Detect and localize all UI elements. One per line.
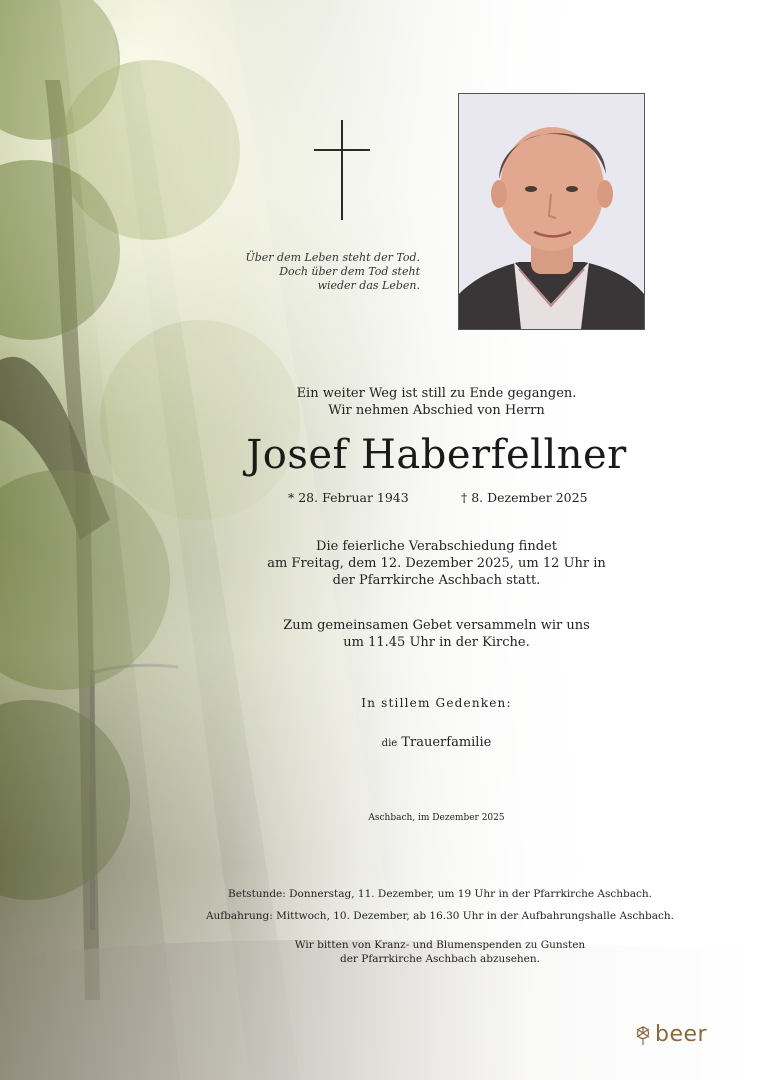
family-name: Trauerfamilie [401,735,492,750]
prayer-text [180,617,693,651]
aufbahrung-note: Aufbahrung: Mittwoch, 10. Dezember, ab 16.30 Uhr in der Aufbahrungshalle Aschbach. [205,910,675,922]
cross-icon [314,120,370,220]
ceremony-line-3: der Pfarrkirche Aschbach statt. [332,573,541,588]
death-date: † 8. Dezember 2025 [461,490,588,505]
betstunde-note: Betstunde: Donnerstag, 11. Dezember, um 19 Uhr in der Pfarrkirche Aschbach. [228,888,652,900]
remembrance-heading: In stillem Gedenken: [361,696,512,710]
logo-text: beer [655,1022,708,1047]
donation-note [130,938,750,966]
family-signature [180,735,693,750]
place-date: Aschbach, im Dezember 2025 [368,813,505,823]
donation-line-2: der Pfarrkirche Aschbach abzusehen. [339,953,540,965]
ceremony-text [180,538,693,589]
intro-line-1: Ein weiter Weg ist still zu Ende gegangen. [296,386,577,401]
dandelion-icon [634,1025,652,1045]
birth-date: * 28. Februar 1943 [288,490,409,505]
verse-line-3: wieder das Leben. [317,279,420,292]
ceremony-line-1: Die feierliche Verabschiedung findet [316,539,557,554]
beer-logo [634,1022,707,1047]
portrait-photo [458,93,645,330]
ceremony-line-2: am Freitag, dem 12. Dezember 2025, um 12 Uhr in [267,556,606,571]
verse-line-2: Doch über dem Tod steht [279,265,420,278]
family-prefix: die [381,738,398,749]
verse-quote [220,251,420,293]
prayer-line-1: Zum gemeinsamen Gebet versammeln wir uns [283,618,590,633]
intro-text [180,385,693,419]
prayer-line-2: um 11.45 Uhr in der Kirche. [343,635,530,650]
intro-line-2: Wir nehmen Abschied von Herrn [328,403,545,418]
deceased-name: Josef Haberfellner [246,432,627,478]
donation-line-1: Wir bitten von Kranz- und Blumenspenden zu Gunsten [294,939,586,951]
verse-line-1: Über dem Leben steht der Tod. [245,251,420,264]
